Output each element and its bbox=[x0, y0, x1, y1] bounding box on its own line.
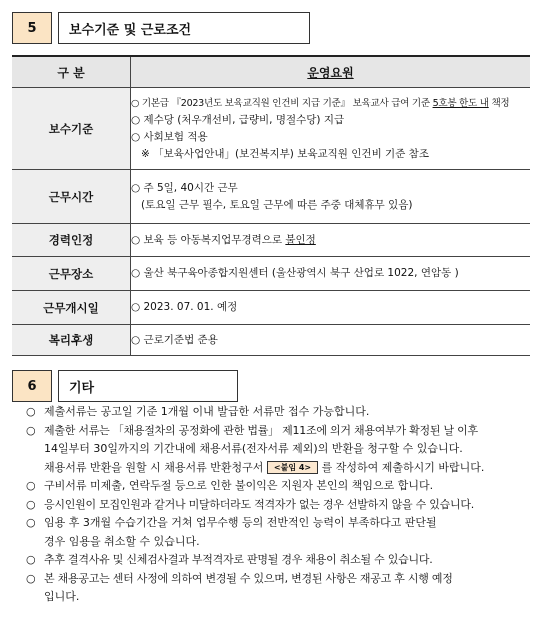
section-title: 보수기준 및 근로조건 bbox=[58, 12, 310, 44]
bullet-icon: ○ bbox=[26, 571, 36, 585]
table-row bbox=[12, 170, 530, 224]
bullet-icon: ○ bbox=[26, 423, 36, 437]
table-row bbox=[12, 325, 530, 356]
bullet-icon: ○ bbox=[26, 553, 36, 566]
row-label: 근무개시일 bbox=[12, 291, 131, 325]
row-value: ○ 기본급 『2023년도 보육교직원 인건비 지급 기준』 보육교사 급여 기준 5호봉 한도 내 책정 ○ 제수당 (처우개선비, 급량비, 명절수당) 지급 ○ 사회보험 적용 ※ 「보육사업안내」(보건복지부) 보육교직원 인건비 기준 참조 bbox=[131, 88, 531, 170]
row-label: 복리후생 bbox=[12, 325, 131, 356]
list-item: ○ 제출서류는 공고일 기준 1개월 이내 발급한 서류만 접수 가능합니다. bbox=[26, 403, 526, 422]
row-value: ○ 울산 북구육아종합지원센터 (울산광역시 북구 산업로 1022, 연암동 ) bbox=[131, 257, 531, 291]
row-value: ○ 주 5일, 40시간 근무 (토요일 근무 필수, 토요일 근무에 따른 주중 대체휴무 있음) bbox=[131, 170, 531, 224]
bullet-icon: ○ bbox=[26, 516, 36, 529]
section-number: 5 bbox=[12, 12, 52, 44]
list-item: ○ 추후 결격사유 및 신체검사결과 부적격자로 판명될 경우 채용이 취소될 수 있습니다. bbox=[26, 551, 526, 570]
attachment-tag: <붙임 4> bbox=[267, 461, 318, 474]
bullet-icon: ○ bbox=[26, 405, 36, 418]
list-item: ○ 응시인원이 모집인원과 같거나 미달하더라도 적격자가 없는 경우 선발하지 않을 수 있습니다. bbox=[26, 496, 526, 515]
row-label: 근무시간 bbox=[12, 170, 131, 224]
table-row bbox=[12, 291, 530, 325]
table-row bbox=[12, 88, 530, 170]
section-number: 6 bbox=[12, 370, 52, 402]
conditions-table bbox=[12, 55, 530, 356]
table-row bbox=[12, 257, 530, 291]
list-item: ○ 본 채용공고는 센터 사정에 의하여 변경될 수 있으며, 변경된 사항은 재공고 후 시행 예정 입니다. bbox=[26, 571, 453, 603]
header-category: 구 분 bbox=[12, 56, 131, 88]
header-operating-staff: 운영요원 bbox=[131, 56, 531, 88]
row-label: 근무장소 bbox=[12, 257, 131, 291]
table-row bbox=[12, 224, 530, 257]
bullet-icon: ○ bbox=[26, 479, 36, 492]
list-item: ○ 임용 후 3개월 수습기간을 거쳐 업무수행 등의 전반적인 능력이 부족하다고 판단될 경우 임용을 취소할 수 있습니다. bbox=[26, 516, 437, 548]
row-value: ○ 보육 등 아동복지업무경력으로 불인정 bbox=[131, 224, 531, 257]
row-value: ○ 근로기준법 준용 bbox=[131, 325, 531, 356]
section-title: 기타 bbox=[58, 370, 238, 402]
row-value: ○ 2023. 07. 01. 예정 bbox=[131, 291, 531, 325]
row-label: 보수기준 bbox=[12, 88, 131, 170]
bullet-icon: ○ bbox=[26, 497, 36, 511]
list-item: ○ 제출한 서류는 「채용절차의 공정화에 관한 법률」 제11조에 의거 채용여부가 확정된 날 이후 14일부터 30일까지의 기간내에 채용서류(전자서류 제외)의 반환을 청구할 수 있습니다. 채용서류 반환을 원할 시 채용서류 반환청구서 <붙임 4> 를 작성하여 제출하시기 바랍니다. bbox=[26, 423, 485, 474]
list-item: ○ 구비서류 미제출, 연락두절 등으로 인한 불이익은 지원자 본인의 책임으로 합니다. bbox=[26, 477, 526, 496]
table-header-row bbox=[12, 56, 530, 88]
notes-list bbox=[26, 403, 526, 607]
row-label: 경력인정 bbox=[12, 224, 131, 257]
